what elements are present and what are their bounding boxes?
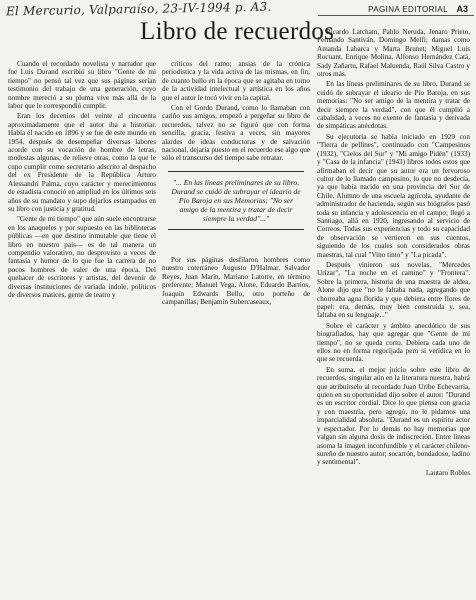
spacer (162, 240, 310, 256)
paragraph: Su ejecutoria se había iniciado en 1929 con "Tierra de pellines", continuado con "Campesinos (1932), "Cielos del Sur" y "Mi amigo Pidén" (1933) y "Casa de la infancia" (1943) libros todos estos que afirmaban el decir que su autor era un fervoroso cultor de lo llamado campesino, lo que no desdecía, ya que había nacido en una provincia del Sur de Chile. Alumno de una escuela agrícola, ayudante de administrador de hacienda, según sus biógrafos pasó toda su infancia y adolescencia en el campo; llegó a Santiago, allá en 1920, ingresando al servicio de Correos. Todas sus experiencias y todo su capacidad de observación se vertieron en sus cuentos, siguiendo de los cuales son considerados obras maestras, tal cual "Vino tinto" y "La picada". (317, 132, 470, 259)
pull-quote (168, 171, 304, 230)
paragraph: Sobre el carácter y ámbito anecdótico de sus biografiados, hay que agregar que "Gente de mi tiempo", no se queda corto. Debiera cada uno de ellos no en forma regocijada pero sí verídica en lo que se recuerda. (317, 321, 470, 364)
article-column-3 (317, 28, 470, 598)
paragraph: Por sus páginas desfilaron hombres como nuestro coterráneo Augusto D'Halmar, Salvador Reyes, Juan Marín, Mariano Latorre, en término preferente; Manuel Vega, Alone, Eduardo Barrios, Joaquín Edwards Bello, otro porteño de campanillas; Benjamín Subercaseaux, (162, 255, 310, 306)
paragraph: Con el Gordo Durand, como lo llamaban con cariño sus amigos, empezó a pergeñar su libro de recuerdos, talvez no se figuró que con forma sencilla, gracia, festiva a veces, sin mayores alardes de ideas conductoras y de salvación nacional, dejaría puesto en el recuerdo ese algo que sólo el transcurso del tiempo sabe retratar. (162, 104, 310, 163)
paragraph: Cuando el recordado novelista y narrador que fue Luis Durand escribió su libro "Gente de mi tiempo" no pensó tal vez que sus páginas serían testimonio del trabajo de una generación, cuyo nombre mereció a su pluma vive más allá de la labor que le correspondió cumplir. (8, 60, 156, 111)
article-column-1 (8, 60, 156, 598)
page-number: A3 (456, 4, 468, 14)
article-column-2 (162, 60, 310, 598)
paragraph: Después vinieron sus novelas, "Mercedes Urízar", "La noche en el camino" y "Frontera". Sobre la primera, historia de una maestra de aldea, Alone dijo que "no le faltaba nada, agregando que chorreaba agua florida y que debiera entre flores de papel: era, demás, muy bien construida y, sea, faltaba en su lenguaje..." (317, 260, 470, 320)
handwritten-source-note: El Mercurio, Valparaíso, 23-IV-1994 p. A3. (5, 0, 272, 19)
pull-quote-text: "... En las líneas preliminares de su libro, Durand se cuidó de subrayar el ideario de Pío Baroja en sus Memorias: "No ser amigo de la mentira y tratar de decir siempre la verdad"..." (171, 177, 301, 223)
paragraph: Ricardo Latcham, Pablo Neruda, Jenaro Prieto, Fernando Santiván, Domingo Melfi; damas como Amanda Labarca y Marta Brunet; Miguel Luis Rocuant, Enrique Molina, Alfonso Hernández Catá, Sady Zañartu, Rafael Maluenda, Raúl Silva Castro y otros más. (317, 28, 470, 79)
paragraph: En suma, el mejor juicio sobre este libro de recuerdos, singular aún en la literatura nuestra, habrá que atribuírselo al recordado Juan Uribe Echevarría, quien en su oportunidad dijo sobre el autor: "Durand es un escritor cordial. Dice lo que piensa con gracia y con maestría, pero agregó, no le pidamos una imparcialidad absoluta. "Durand es un espíritu actor y espectador. Por lo demás no hay memorias que valgan sin alguna dosis de indiscreción. Entre líneas asoma la imagen inconfundible y el carácter chileno-sureño de nuestro autor; socarrón, bondadoso, ladino y sentimental". (317, 365, 470, 467)
paragraph: Eran los decenios del veinte al cincuenta aproximadamente que el autor iba a historiar. Había él nacido en 1896 y se fue de este mundo en 1954, después de desempeñar diversas labores acorde con su vocación de hombre de letras, modestas algunas, de relieve otras, como la que le cupo cumplir como secretario adscrito al despacho del ex Presidente de la República Arturo Alessandri Palma, cuyo carácter y merecimientos de estadista conoció en ampliud en los últimos seis años de su mandato y supo dejarlos estampados en su libro con justicia y gratitud. (8, 112, 156, 213)
paragraph: "Gente de mi tiempo" que aún suele encontrarse en los anaqueles y por supuesto en las bibliotecas públicas —en que destino inmutable que tiene el libro en nuestro país— es de tal manera un compendio valorativo, no desprovisto a veces de fantasía y humor de lo que fue la carrera de no pocos hombres de valer de una época. Del quehacer de escritores y artistas, del devenir de diversas instituciones de variada índole, políticos de diversos matices, gente de teatro y (8, 215, 156, 299)
article-headline: Libro de recuerdos (140, 18, 335, 45)
paragraph: críticos del ramo; ansias de la crónica periodística y la vida activa de las mismas, en fin, de cuanto bullo en la época que se agitaba en torno de la actividad intelectual y artística en los años que el autor le tocó vivir en la capital. (162, 60, 310, 102)
author-byline: Lautaro Robles (425, 468, 470, 477)
section-label: PAGINA EDITORIAL (368, 5, 448, 14)
paragraph: En las líneas preliminares de su libro, Durand se cuidó de subrayar el ideario de Pío Baroja, en sus memorias: "No ser amigo de la mentira y tratar de decir siempre la verdad", con que él cumplió a cabalidad, a veces no exento de fantasía y derivada de simpáticas anécdotas. (317, 80, 470, 131)
header-rule (318, 15, 474, 16)
